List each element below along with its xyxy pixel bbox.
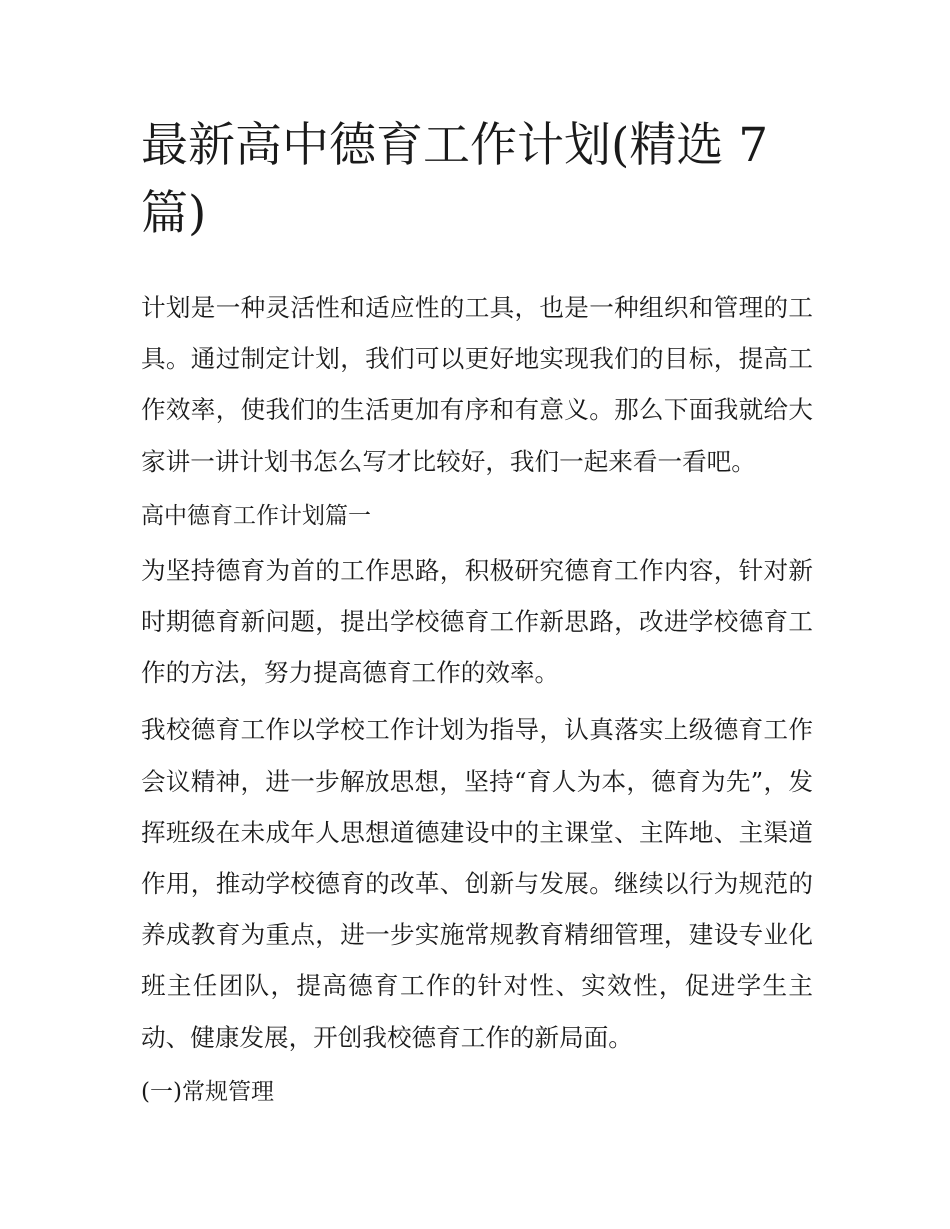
subsection-heading: (一)常规管理	[141, 1078, 274, 1105]
document-page	[141, 112, 813, 1121]
intro-paragraph: 计划是一种灵活性和适应性的工具，也是一种组织和管理的工具。通过制定计划，我们可以更好地实现我们的目标，提高工作效率，使我们的生活更加有序和有意义。那么下面我就给大家讲一讲计划书怎么写才比较好，我们一起来看一看吧。	[141, 293, 813, 476]
body-paragraph-2: 我校德育工作以学校工作计划为指导，认真落实上级德育工作会议精神，进一步解放思想，坚持“育人为本，德育为先”，发挥班级在未成年人思想道德建设中的主课堂、主阵地、主渠道作用，推动学校德育的改革、创新与发展。继续以行为规范的养成教育为重点，进一步实施常规教育精细管理，建设专业化班主任团队，提高德育工作的针对性、实效性，促进学生主动、健康发展，开创我校德育工作的新局面。	[141, 715, 813, 1052]
document-body	[141, 282, 813, 1115]
section-heading: 高中德育工作计划篇一	[141, 502, 371, 529]
document-title: 最新高中德育工作计划(精选 7 篇)	[141, 118, 769, 241]
body-paragraph-1: 为坚持德育为首的工作思路，积极研究德育工作内容，针对新时期德育新问题，提出学校德育工作新思路，改进学校德育工作的方法，努力提高德育工作的效率。	[141, 555, 813, 688]
